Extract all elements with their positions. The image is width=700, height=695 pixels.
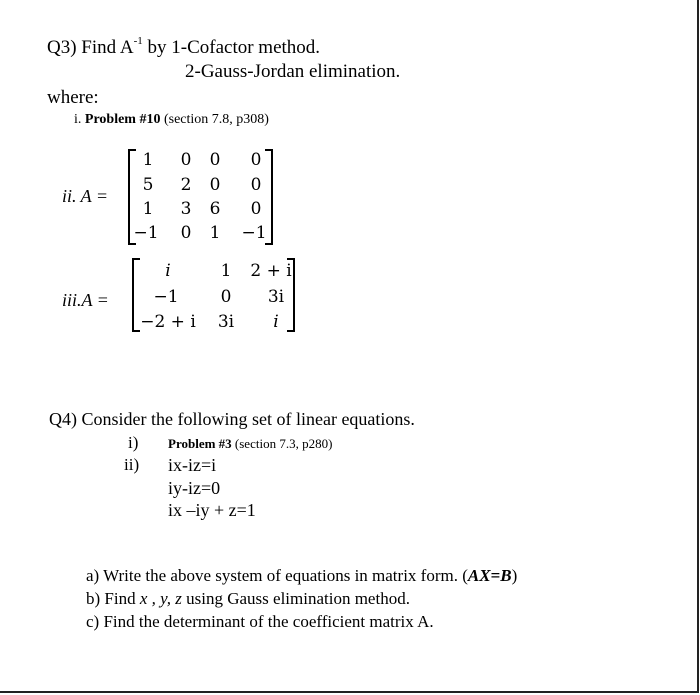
matrix-ii-cell: 3 bbox=[180, 199, 192, 219]
matrix-ii-cell: −1 bbox=[241, 223, 267, 243]
q4-item-i-bold: Problem #3 bbox=[168, 436, 232, 451]
q4-part-c bbox=[86, 612, 434, 632]
matrix-ii-cell: 1 bbox=[209, 223, 221, 243]
q4-item-ii-number: ii) bbox=[124, 455, 140, 474]
q3-suffix: by 1-Cofactor method. bbox=[142, 37, 321, 58]
matrix-ii-cell: 1 bbox=[142, 150, 154, 170]
q3-superscript: -1 bbox=[133, 35, 143, 47]
equation-1: ix-iz=i bbox=[168, 455, 217, 475]
q3-method2: 2-Gauss-Jordan elimination. bbox=[185, 61, 401, 82]
matrix-ii-cell: 6 bbox=[209, 199, 221, 219]
where-label: where: bbox=[47, 87, 99, 108]
q4-part-b bbox=[86, 589, 410, 609]
part-b-prefix: b) Find bbox=[86, 589, 140, 608]
matrix-ii-cell: 0 bbox=[209, 175, 221, 195]
matrix-iii-cell: 1 bbox=[220, 261, 232, 281]
problem1-prefix: i. bbox=[74, 112, 85, 127]
matrix-ii-cell: 1 bbox=[142, 199, 154, 219]
part-a-prefix: a) Write the above system of equations in matrix form. ( bbox=[86, 566, 468, 585]
matrix-ii-cell: 0 bbox=[250, 199, 262, 219]
q4-item-i-suffix: (section 7.3, p280) bbox=[231, 436, 333, 451]
q4-part-a bbox=[86, 566, 517, 586]
matrix-ii-label: ii. A = bbox=[62, 186, 108, 206]
matrix-ii-cell: 0 bbox=[180, 223, 192, 243]
problem-ref-1 bbox=[74, 112, 269, 128]
matrix-ii-cell: 0 bbox=[250, 150, 262, 170]
matrix-ii-cell: 0 bbox=[180, 150, 192, 170]
matrix-iii-cell: i bbox=[165, 261, 171, 281]
matrix-iii-cell: i bbox=[273, 312, 279, 332]
equation-2: iy-iz=0 bbox=[168, 478, 221, 498]
matrix-ii-cell: −1 bbox=[133, 223, 159, 243]
q4-item-i-number: i) bbox=[128, 433, 139, 452]
matrix-iii-cell: 3i bbox=[217, 312, 235, 332]
q4-title: Q4) Consider the following set of linear equations. bbox=[49, 409, 415, 429]
problem1-bold: Problem #10 bbox=[84, 112, 161, 127]
q3-title bbox=[47, 37, 320, 59]
matrix-ii-cell: 5 bbox=[142, 175, 154, 195]
part-c-text: c) Find the determinant of the coefficient matrix A. bbox=[86, 612, 434, 631]
q3-prefix: Q3) Find A bbox=[47, 37, 134, 58]
matrix-iii-label: iii.A = bbox=[62, 290, 109, 310]
part-a-suffix: ) bbox=[511, 566, 518, 585]
matrix-iii-cell: 0 bbox=[220, 287, 232, 307]
part-a-bold: AX=B bbox=[467, 566, 512, 585]
part-b-italic: x , y, z bbox=[139, 589, 182, 608]
matrix-ii-cell: 0 bbox=[250, 175, 262, 195]
matrix-ii-cell: 0 bbox=[209, 150, 221, 170]
matrix-iii-cell: 2 + i bbox=[250, 261, 292, 281]
matrix-iii-cell: −1 bbox=[153, 287, 179, 307]
equation-3: ix –iy + z=1 bbox=[168, 500, 256, 520]
part-b-suffix: using Gauss elimination method. bbox=[181, 589, 410, 608]
matrix-ii-cell: 2 bbox=[180, 175, 192, 195]
q4-item-i-text bbox=[168, 436, 332, 452]
matrix-iii-cell: 3i bbox=[267, 287, 285, 307]
matrix-iii-cell: −2 + i bbox=[140, 312, 196, 332]
problem1-suffix: (section 7.8, p308) bbox=[160, 112, 269, 127]
